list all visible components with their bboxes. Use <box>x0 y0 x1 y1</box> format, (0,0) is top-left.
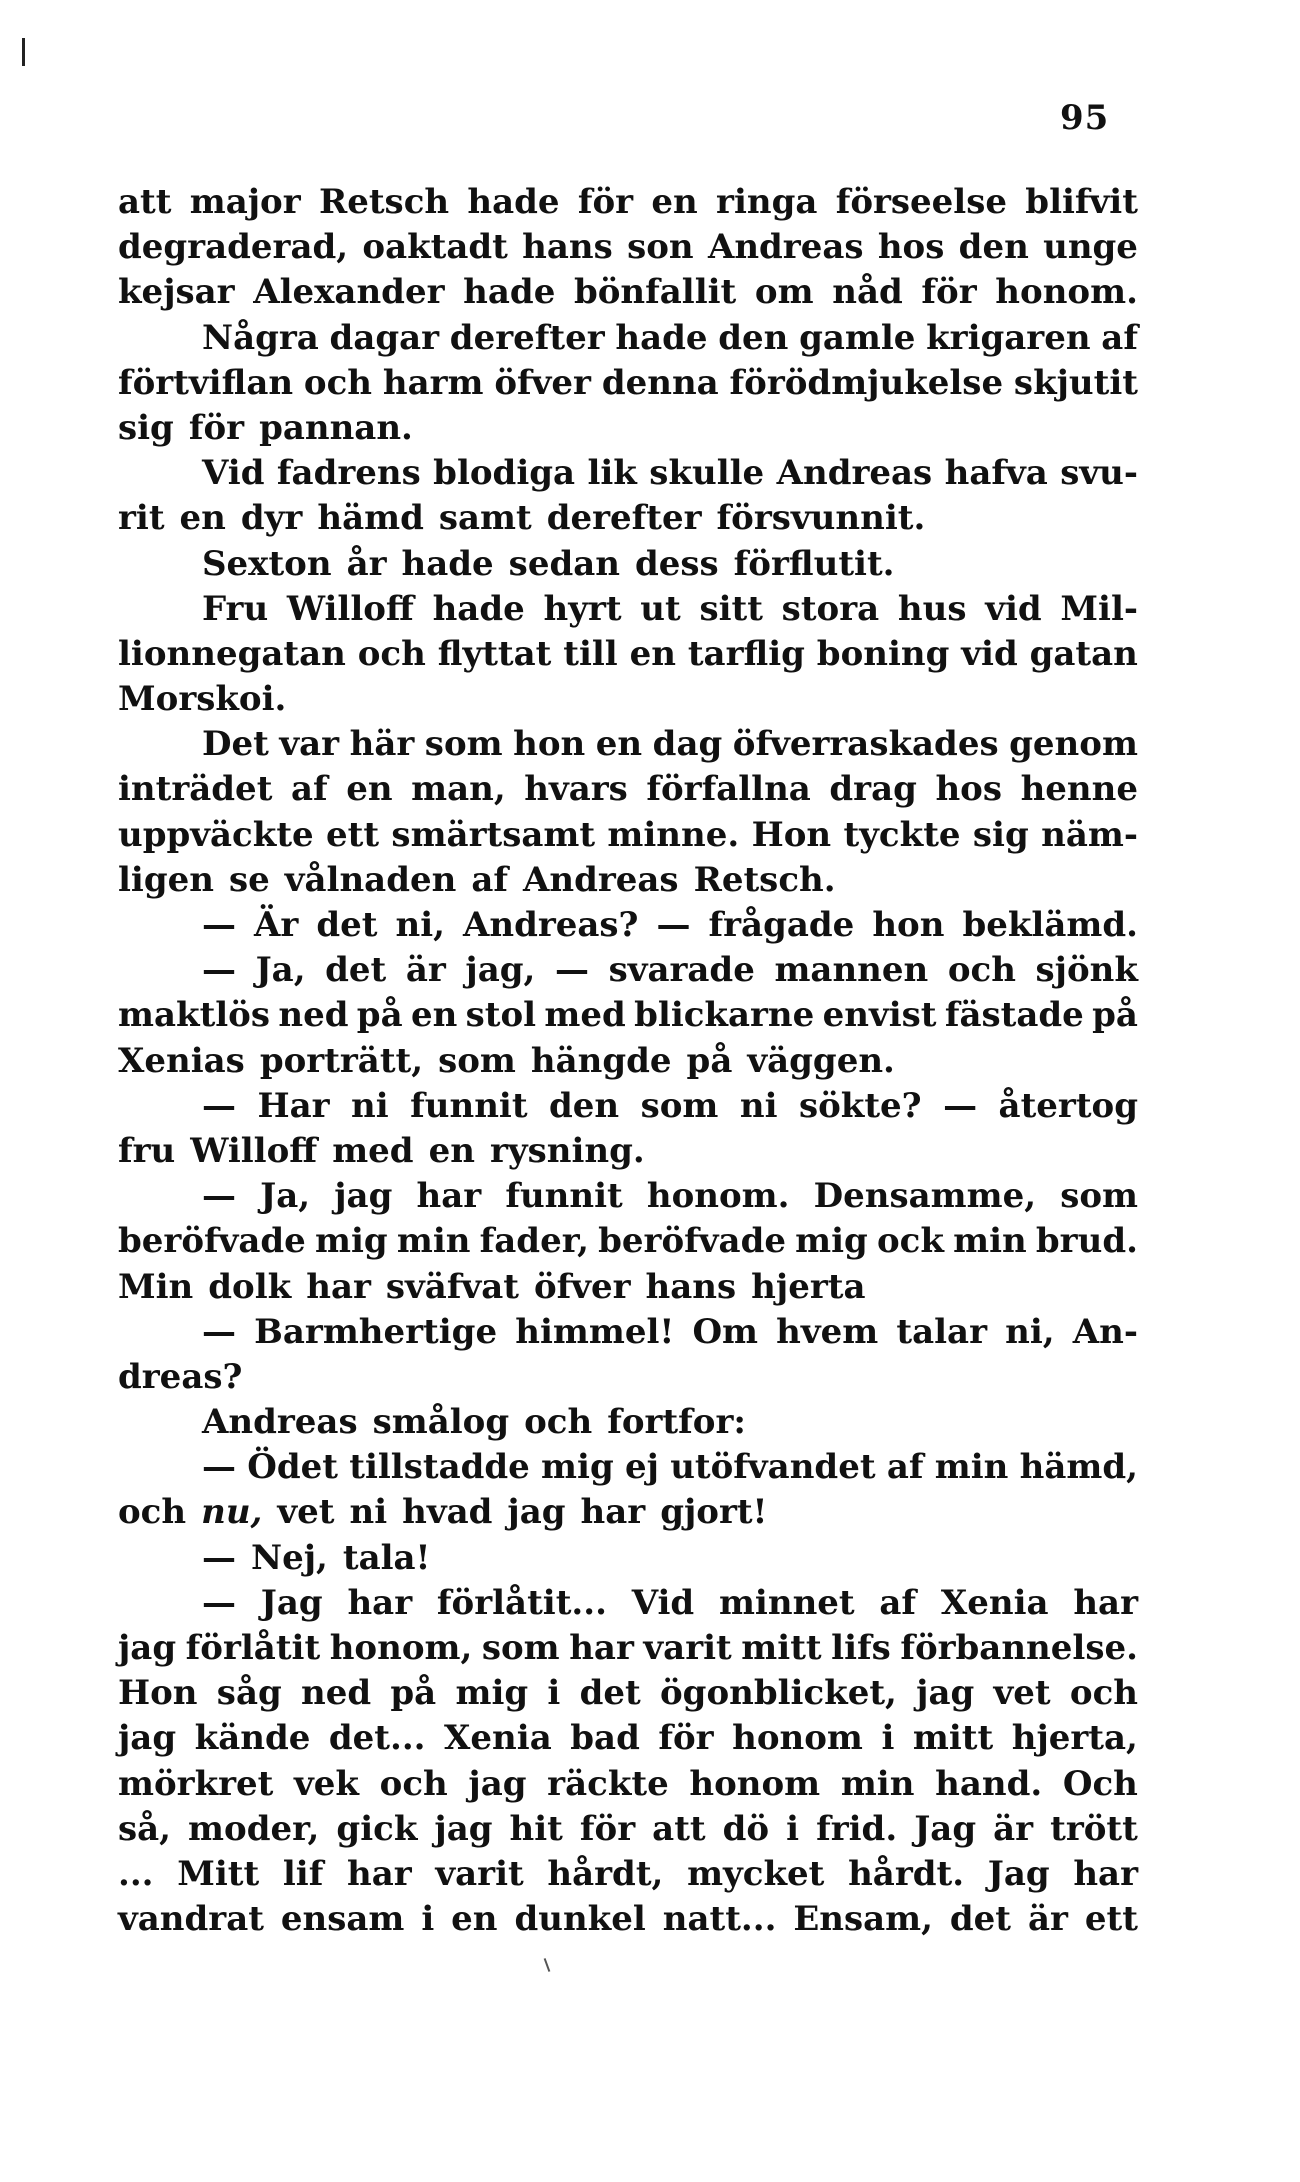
text-line: uppväckte ett smärtsamt minne. Hon tyckte sig näm- <box>118 814 1138 855</box>
text-line: beröfvade mig min fader, beröfvade mig ock min brud. <box>118 1221 1138 1262</box>
text-line: — Jag har förlåtit... Vid minnet af Xenia har <box>202 1582 1138 1623</box>
text-line: mörkret vek och jag räckte honom min hand. Och <box>118 1763 1138 1804</box>
text-line: rit en dyr hämd samt derefter försvunnit. <box>118 498 926 539</box>
text-line: lionnegatan och flyttat till en tarflig boning vid gatan <box>118 633 1138 674</box>
text-line: Vid fadrens blodiga lik skulle Andreas hafva svu- <box>202 453 1138 494</box>
text-line: — Nej, tala! <box>202 1537 431 1578</box>
text-line: Det var här som hon en dag öfverraskades genom <box>202 724 1138 765</box>
text-line: Andreas smålog och fortfor: <box>202 1402 746 1443</box>
text-line: — Ödet tillstadde mig ej utöfvandet af min hämd, <box>202 1447 1138 1488</box>
text-line: förtviflan och harm öfver denna förödmjukelse skjutit <box>118 362 1138 403</box>
text-line: ligen se vålnaden af Andreas Retsch. <box>118 859 836 900</box>
scan-speck <box>544 1958 551 1972</box>
text-line: jag förlåtit honom, som har varit mitt lifs förbannelse. <box>118 1628 1138 1668</box>
text-line: degraderad, oaktadt hans son Andreas hos den unge <box>118 227 1138 268</box>
text-line: vandrat ensam i en dunkel natt... Ensam, det är ett <box>118 1899 1138 1940</box>
text-line: Fru Willoff hade hyrt ut sitt stora hus vid Mil- <box>202 588 1138 629</box>
text-line: — Är det ni, Andreas? — frågade hon beklämd. <box>202 905 1138 945</box>
text-line: dreas? <box>118 1356 243 1397</box>
text-line: fru Willoff med en rysning. <box>118 1130 645 1171</box>
text-line: Morskoi. <box>118 679 287 720</box>
text-line: — Barmhertige himmel! Om hvem talar ni, An- <box>202 1311 1138 1352</box>
text-line: kejsar Alexander hade bönfallit om nåd för honom. <box>118 272 1138 313</box>
text-line: så, moder, gick jag hit för att dö i frid. Jag är trött <box>118 1808 1138 1849</box>
text-line: och nu, vet ni hvad jag har gjort! <box>118 1492 768 1533</box>
page-number: 95 <box>1060 98 1110 138</box>
text-line: Sexton år hade sedan dess förflutit. <box>202 543 895 584</box>
text-line: Xenias porträtt, som hängde på väggen. <box>118 1040 895 1081</box>
text-line: — Ja, jag har funnit honom. Densamme, som <box>202 1176 1138 1217</box>
text-line: ... Mitt lif har varit hårdt, mycket hårdt. Jag har <box>118 1853 1138 1894</box>
text-line: sig för pannan. <box>118 407 413 448</box>
scan-edge-mark <box>22 38 25 66</box>
text-line: Hon såg ned på mig i det ögonblicket, jag vet och <box>118 1673 1138 1714</box>
text-line: Min dolk har sväfvat öfver hans hjerta <box>118 1266 866 1307</box>
text-line: maktlös ned på en stol med blickarne envist fästade på <box>118 995 1138 1036</box>
body-text <box>118 180 1138 1942</box>
text-line: jag kände det... Xenia bad för honom i mitt hjerta, <box>118 1718 1138 1759</box>
text-line: — Ja, det är jag, — svarade mannen och sjönk <box>202 950 1138 991</box>
text-line: — Har ni funnit den som ni sökte? — återtog <box>202 1085 1138 1126</box>
text-line: Några dagar derefter hade den gamle krigaren af <box>202 317 1138 358</box>
text-line: inträdet af en man, hvars förfallna drag hos henne <box>118 769 1138 810</box>
text-line: att major Retsch hade för en ringa förseelse blifvit <box>118 182 1138 222</box>
